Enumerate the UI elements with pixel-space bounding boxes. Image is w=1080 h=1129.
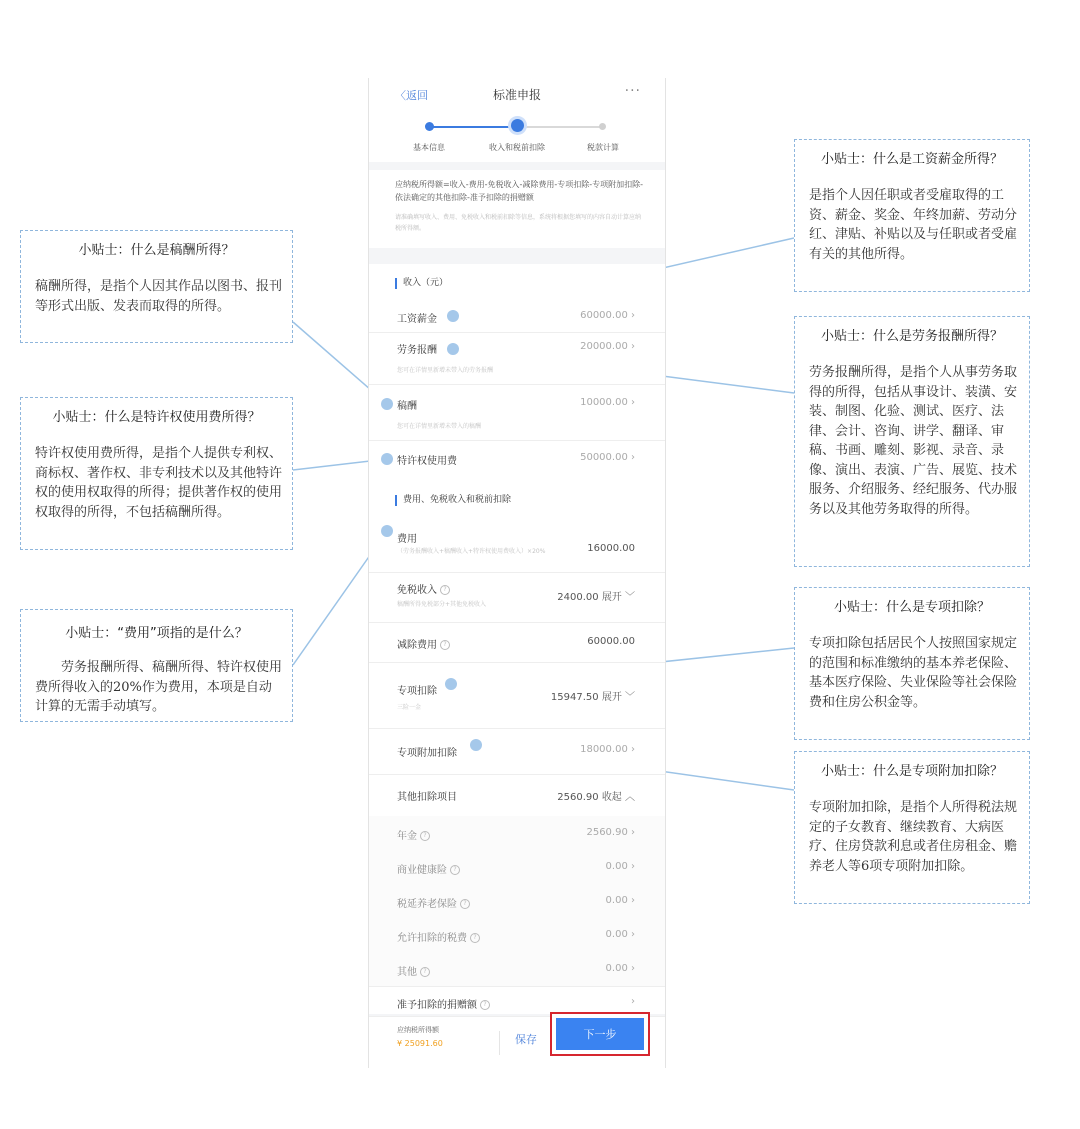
row-value: 2560.90 › <box>586 827 635 838</box>
row-value: 15947.50 展开 ﹀ <box>550 692 635 703</box>
row-label: 税延养老保险 <box>397 899 457 910</box>
row-label: 工资薪金 <box>397 314 437 325</box>
deduction-section <box>369 486 665 1014</box>
row-other-item[interactable] <box>369 952 665 987</box>
help-icon[interactable]: ? <box>450 865 460 875</box>
save-button[interactable]: 保存 <box>515 1033 537 1046</box>
taxable-value: ¥ 25091.60 <box>397 1039 443 1048</box>
row-label: 准予扣除的捐赠额 <box>397 1000 477 1011</box>
row-label: 允许扣除的税费 <box>397 933 467 944</box>
step-dot-2 <box>511 119 524 132</box>
row-label: 其他 <box>397 967 417 978</box>
formula-text: 应纳税所得额=收入-费用-免税收入-减除费用-专项扣除-专项附加扣除-依法确定的其他扣除-准予扣除的捐赠额 <box>395 180 644 202</box>
row-manuscript[interactable] <box>369 384 665 441</box>
row-additional[interactable] <box>369 728 665 775</box>
row-salary[interactable] <box>369 300 665 333</box>
help-icon[interactable]: ? <box>470 933 480 943</box>
step-dot-1 <box>425 122 434 131</box>
row-other[interactable] <box>369 774 665 817</box>
marker-salary <box>447 310 459 322</box>
row-value: 60000.00 <box>587 636 635 647</box>
next-button[interactable]: 下一步 <box>556 1018 644 1050</box>
row-royalty[interactable] <box>369 440 665 476</box>
row-health-insurance[interactable] <box>369 850 665 885</box>
row-value: 20000.00 › <box>580 341 635 352</box>
help-icon[interactable]: ? <box>420 831 430 841</box>
income-title: 收入（元） <box>395 278 448 289</box>
row-value: 60000.00 › <box>580 310 635 321</box>
row-label: 稿酬 <box>397 401 417 412</box>
help-icon[interactable]: ? <box>480 1000 490 1010</box>
next-button-highlight <box>550 1012 650 1056</box>
tip-fee <box>20 609 293 722</box>
tip-title: 小贴士：什么是稿酬所得？ <box>78 243 235 258</box>
tip-body: 劳务报酬所得，是指个人从事劳务取得的所得，包括从事设计、装潢、安装、制图、化验、测试、医疗、法律、会计、咨询、讲学、翻译、审稿、书画、雕刻、影视、录音、录像、演出、表演、广告、展览、技术服务、介绍服务、经纪服务、代办服务以及其他劳务取得的所得。 <box>809 365 1018 517</box>
row-sub: 稿酬所得免税部分+其他免税收入 <box>397 601 487 608</box>
row-label: 费用 <box>397 534 417 545</box>
marker-special <box>445 678 457 690</box>
row-label: 劳务报酬 <box>397 345 437 356</box>
tip-title: 小贴士：什么是特许权使用费所得？ <box>52 410 261 425</box>
row-label: 专项扣除 <box>397 686 437 697</box>
row-sub: 您可在详情里新增未带入的劳务报酬 <box>397 367 494 374</box>
step-label-3: 税款计算 <box>587 143 619 152</box>
row-special[interactable] <box>369 662 665 729</box>
row-value: 0.00 › <box>605 861 635 872</box>
row-exempt[interactable] <box>369 572 665 623</box>
tip-royalty <box>20 397 293 550</box>
help-icon[interactable]: ? <box>440 640 450 650</box>
row-value: 2560.90 收起 ︿ <box>557 792 635 803</box>
deduction-title: 费用、免税收入和税前扣除 <box>395 495 511 506</box>
row-donation[interactable] <box>369 990 665 1014</box>
row-label: 特许权使用费 <box>397 456 457 467</box>
row-value: 2400.00 展开 ﹀ <box>557 592 635 603</box>
row-label: 年金 <box>397 831 417 842</box>
row-label: 免税收入 <box>397 585 437 596</box>
taxable-label: 应纳税所得额 <box>397 1026 439 1034</box>
row-allowed-tax[interactable] <box>369 918 665 953</box>
divider <box>499 1031 500 1055</box>
nav-bar <box>369 78 665 110</box>
tip-special <box>794 587 1030 740</box>
tip-body: 是指个人因任职或者受雇取得的工资、薪金、奖金、年终加薪、劳动分红、津贴、补贴以及与任职或者受雇有关的其他所得。 <box>809 188 1018 262</box>
step-dot-3 <box>599 123 606 130</box>
row-label: 其他扣除项目 <box>397 792 457 803</box>
row-reduce <box>369 622 665 663</box>
row-sub: 三险一金 <box>397 704 422 711</box>
income-section <box>369 264 665 486</box>
row-sub: （劳务报酬收入+稿酬收入+特许权使用费收入）×20% <box>397 548 546 555</box>
tip-body: 专项附加扣除，是指个人所得税法规定的子女教育、继续教育、大病医疗、住房贷款利息或者住房租金、赡养老人等6项专项附加扣除。 <box>809 800 1018 874</box>
tip-labor <box>794 316 1030 567</box>
row-value: 0.00 › <box>605 929 635 940</box>
tip-title: 小贴士：什么是专项附加扣除？ <box>820 764 1003 779</box>
step-label-1: 基本信息 <box>413 143 445 152</box>
tip-body: 专项扣除包括居民个人按照国家规定的范围和标准缴纳的基本养老保险、基本医疗保险、失业保险等社会保险费和住房公积金等。 <box>809 636 1018 710</box>
formula-hint: 请准确填写收入、费用、免税收入和税前扣除等信息，系统将根据您填写的内容自动计算应纳税所得额。 <box>395 214 642 232</box>
row-value: 16000.00 <box>587 543 635 554</box>
tip-additional <box>794 751 1030 904</box>
tip-title: 小贴士：“费用”项指的是什么？ <box>65 626 248 641</box>
row-label: 专项附加扣除 <box>397 748 457 759</box>
row-sub: 您可在详情里新增未带入的稿酬 <box>397 423 482 430</box>
row-value: › <box>631 996 635 1007</box>
tip-salary <box>794 139 1030 292</box>
back-button[interactable]: 〈返回 <box>395 89 428 102</box>
marker-royalty <box>381 453 393 465</box>
tip-body: 劳务报酬所得、稿酬所得、特许权使用费所得收入的20%作为费用，本项是自动计算的无需手动填写。 <box>35 660 283 714</box>
step-track-active <box>429 126 517 128</box>
help-icon[interactable]: ? <box>440 585 450 595</box>
row-labor[interactable] <box>369 332 665 385</box>
marker-manuscript <box>381 398 393 410</box>
row-annuity[interactable] <box>369 816 665 851</box>
phone-screen <box>368 78 666 1068</box>
marker-fee <box>381 525 393 537</box>
more-icon[interactable]: ··· <box>624 83 641 99</box>
row-value: 0.00 › <box>605 895 635 906</box>
step-indicator <box>369 110 665 162</box>
step-label-2: 收入和税前扣除 <box>489 143 545 152</box>
row-value: 0.00 › <box>605 963 635 974</box>
formula-panel <box>369 170 665 248</box>
tip-title: 小贴士：什么是工资薪金所得？ <box>820 152 1003 167</box>
tip-title: 小贴士：什么是劳务报酬所得？ <box>820 329 1003 344</box>
row-label: 商业健康险 <box>397 865 447 876</box>
page-title: 标准申报 <box>492 88 541 102</box>
row-value: 18000.00 › <box>580 744 635 755</box>
help-icon[interactable]: ? <box>420 967 430 977</box>
row-pension-insurance[interactable] <box>369 884 665 919</box>
marker-additional <box>470 739 482 751</box>
tip-body: 稿酬所得，是指个人因其作品以图书、报刊等形式出版、发表而取得的所得。 <box>35 279 283 314</box>
row-fee <box>369 518 665 573</box>
row-value: 10000.00 › <box>580 397 635 408</box>
marker-labor <box>447 343 459 355</box>
help-icon[interactable]: ? <box>460 899 470 909</box>
row-label: 减除费用 <box>397 640 437 651</box>
row-value: 50000.00 › <box>580 452 635 463</box>
tip-title: 小贴士：什么是专项扣除？ <box>833 600 990 615</box>
tip-body: 特许权使用费所得，是指个人提供专利权、商标权、著作权、非专利技术以及其他特许权的使用权取得的所得；提供著作权的使用权取得的所得，不包括稿酬所得。 <box>35 446 283 520</box>
tip-manuscript <box>20 230 293 343</box>
